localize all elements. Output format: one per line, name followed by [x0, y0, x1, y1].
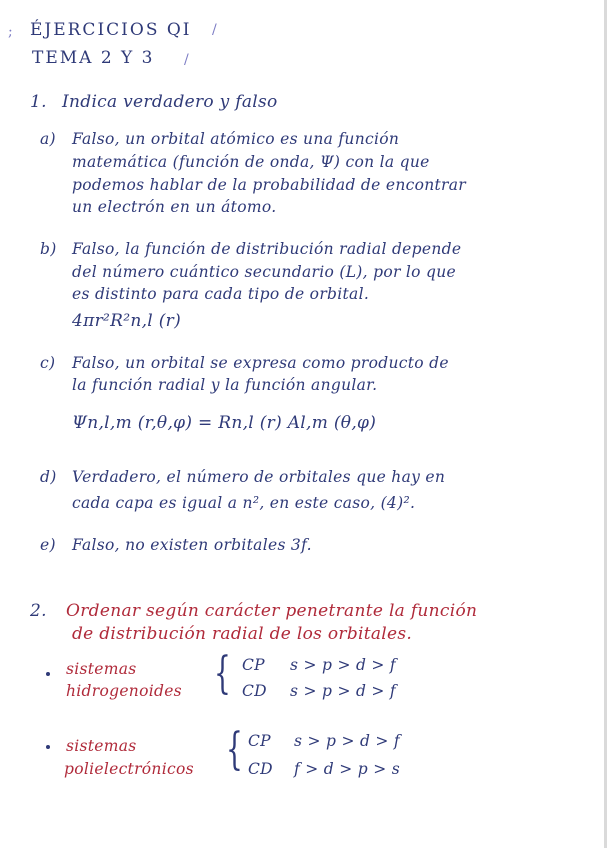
row-key: CD: [248, 760, 273, 778]
answer-a-line: un electrón en un átomo.: [72, 198, 277, 216]
answer-b-formula: 4πr²R²n,l (r): [72, 311, 182, 331]
row-order: s > p > d > f: [294, 732, 400, 750]
row-key: CD: [242, 682, 267, 700]
question-1-prompt: Indica verdadero y falso: [62, 92, 278, 112]
question-1-number: 1.: [30, 92, 47, 112]
group-label-line: polielectrónicos: [64, 760, 194, 778]
bullet-marker: [46, 745, 50, 749]
answer-e-line: Falso, no existen orbitales 3f.: [72, 536, 312, 554]
row-order: s > p > d > f: [290, 656, 396, 674]
row-key: CP: [242, 656, 265, 674]
group-label-line: hidrogenoides: [66, 682, 182, 700]
answer-b-letter: b): [40, 240, 57, 258]
left-brace: {: [214, 648, 231, 699]
page-subtitle: TEMA 2 Y 3: [32, 48, 155, 68]
group-label-line: sistemas: [66, 660, 137, 678]
answer-c-line: la función radial y la función angular.: [72, 376, 378, 394]
answer-b-line: Falso, la función de distribución radial depende: [72, 240, 462, 258]
pencil-tick-mark: /: [212, 22, 217, 38]
answer-c-formula: Ψn,l,m (r,θ,φ) = Rn,l (r) Al,m (θ,φ): [72, 413, 377, 433]
answer-c-letter: c): [40, 354, 56, 372]
page-title: ÉJERCICIOS QI: [30, 20, 192, 40]
answer-c-line: Falso, un orbital se expresa como producto de: [72, 354, 449, 372]
margin-mark: ;: [8, 24, 13, 40]
bullet-marker: [46, 672, 50, 676]
answer-a-letter: a): [40, 130, 56, 148]
answer-e-letter: e): [40, 536, 56, 554]
question-2-number: 2.: [30, 601, 47, 621]
answer-d-letter: d): [40, 468, 57, 486]
row-order: s > p > d > f: [290, 682, 396, 700]
answer-a-line: podemos hablar de la probabilidad de encontrar: [72, 176, 466, 194]
answer-a-line: Falso, un orbital atómico es una función: [72, 130, 400, 148]
answer-a-line: matemática (función de onda, Ψ) con la que: [72, 153, 430, 171]
question-2-prompt-line: de distribución radial de los orbitales.: [72, 624, 413, 644]
answer-b-line: es distinto para cada tipo de orbital.: [72, 285, 370, 303]
question-2-prompt-line: Ordenar según carácter penetrante la función: [66, 601, 478, 621]
answer-b-line: del número cuántico secundario (L), por lo que: [72, 263, 456, 281]
left-brace: {: [226, 724, 243, 775]
row-order: f > d > p > s: [294, 760, 400, 778]
group-label-line: sistemas: [66, 737, 137, 755]
answer-d-line: cada capa es igual a n², en este caso, (4)².: [72, 494, 416, 512]
row-key: CP: [248, 732, 271, 750]
pencil-tick-mark: /: [184, 52, 189, 68]
answer-d-line: Verdadero, el número de orbitales que hay en: [72, 468, 446, 486]
